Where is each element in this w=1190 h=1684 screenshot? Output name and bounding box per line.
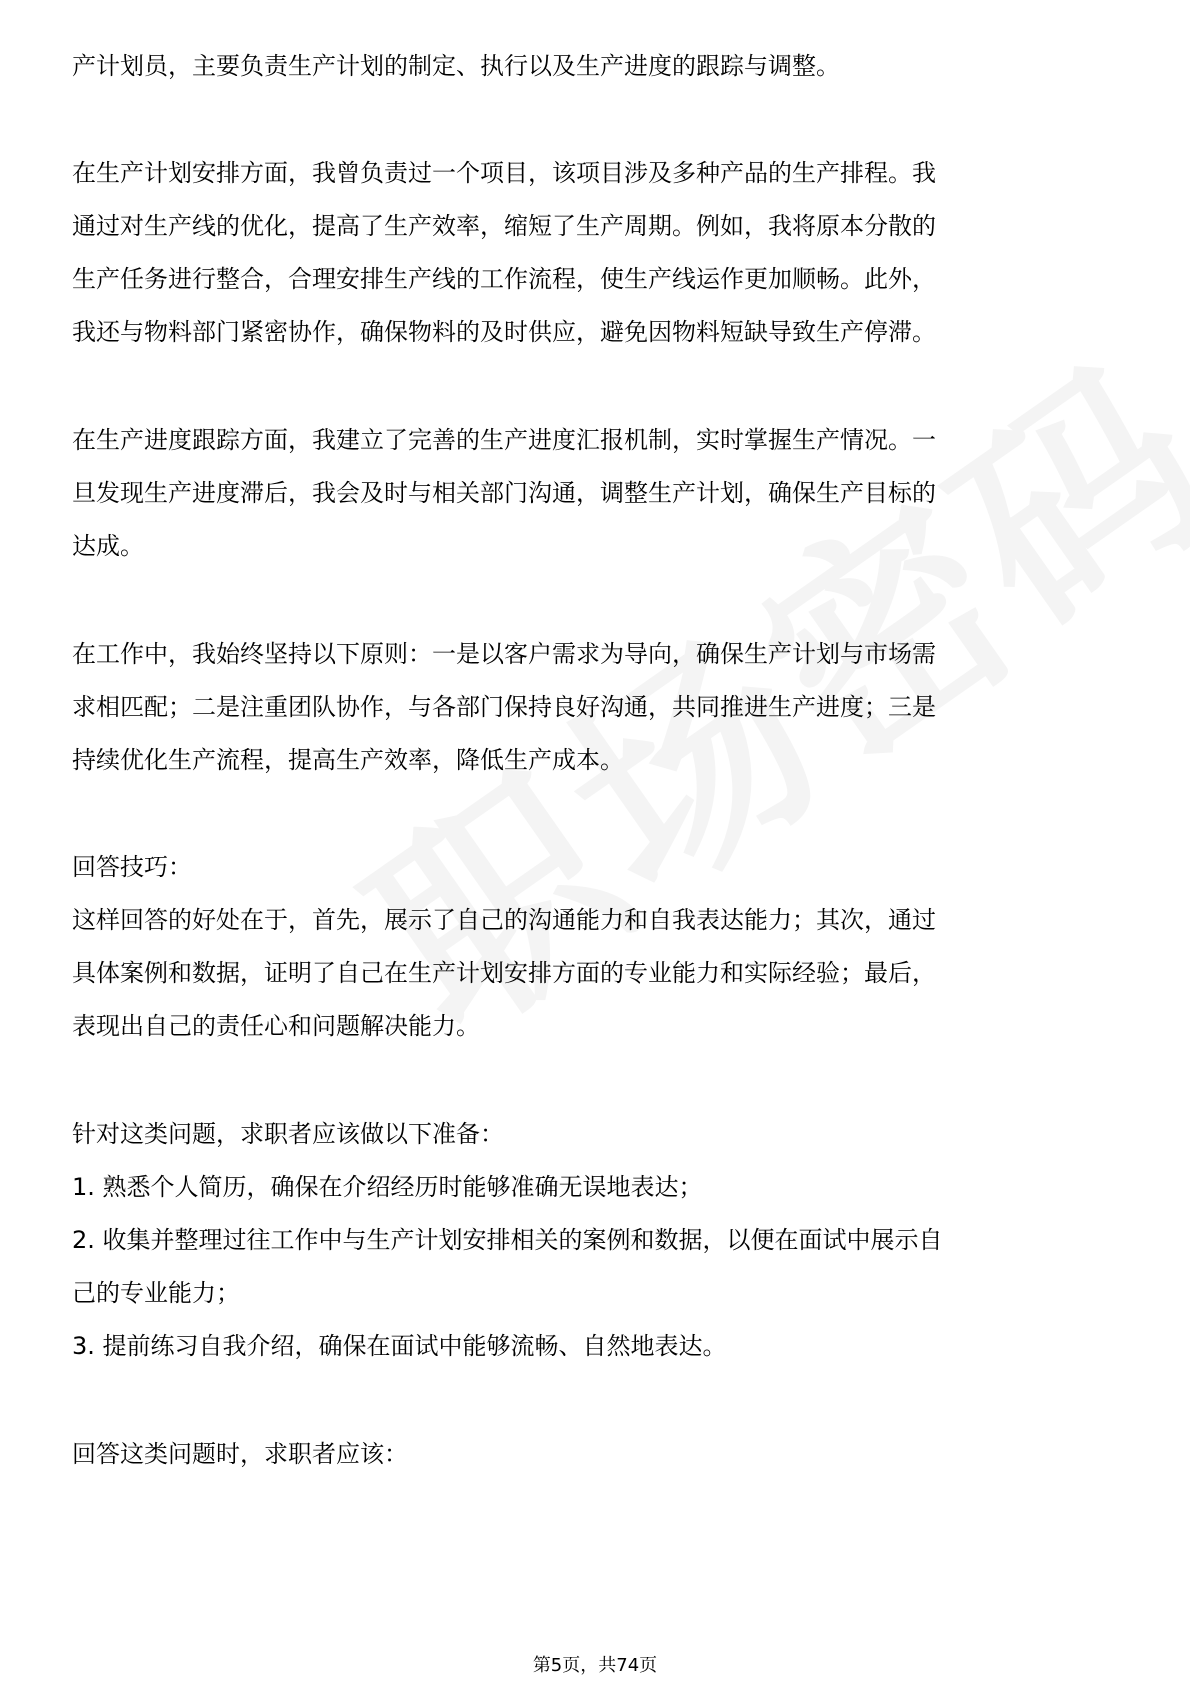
section-heading: 针对这类问题，求职者应该做以下准备： [72, 1120, 504, 1148]
text-line: 通过对生产线的优化，提高了生产效率，缩短了生产周期。例如，我将原本分散的 [72, 212, 936, 240]
text-line: 产计划员，主要负责生产计划的制定、执行以及生产进度的跟踪与调整。 [72, 52, 840, 80]
text-line: 生产任务进行整合，合理安排生产线的工作流程，使生产线运作更加顺畅。此外， [72, 265, 936, 293]
text-line: 在生产进度跟踪方面，我建立了完善的生产进度汇报机制，实时掌握生产情况。一 [72, 426, 936, 454]
list-item: 3. 提前练习自我介绍，确保在面试中能够流畅、自然地表达。 [72, 1332, 727, 1360]
text-line: 持续优化生产流程，提高生产效率，降低生产成本。 [72, 746, 624, 774]
text-line: 在生产计划安排方面，我曾负责过一个项目，该项目涉及多种产品的生产排程。我 [72, 159, 936, 187]
page-number: 第5页，共74页 [532, 1655, 658, 1676]
text-line: 具体案例和数据，证明了自己在生产计划安排方面的专业能力和实际经验；最后， [72, 959, 936, 987]
list-item: 1. 熟悉个人简历，确保在介绍经历时能够准确无误地表达； [72, 1173, 703, 1201]
text-line: 求相匹配；二是注重团队协作，与各部门保持良好沟通，共同推进生产进度；三是 [72, 693, 936, 721]
text-line: 表现出自己的责任心和问题解决能力。 [72, 1012, 480, 1040]
text-line: 在工作中，我始终坚持以下原则：一是以客户需求为导向，确保生产计划与市场需 [72, 640, 936, 668]
text-line: 达成。 [72, 532, 144, 560]
text-line: 这样回答的好处在于，首先，展示了自己的沟通能力和自我表达能力；其次，通过 [72, 906, 936, 934]
list-item: 2. 收集并整理过往工作中与生产计划安排相关的案例和数据，以便在面试中展示自 [72, 1226, 943, 1254]
section-heading: 回答技巧： [72, 853, 192, 881]
list-item-continuation: 己的专业能力； [72, 1279, 240, 1307]
text-line: 我还与物料部门紧密协作，确保物料的及时供应，避免因物料短缺导致生产停滞。 [72, 318, 936, 346]
text-line: 旦发现生产进度滞后，我会及时与相关部门沟通，调整生产计划，确保生产目标的 [72, 479, 936, 507]
text-line: 回答这类问题时，求职者应该： [72, 1440, 408, 1468]
